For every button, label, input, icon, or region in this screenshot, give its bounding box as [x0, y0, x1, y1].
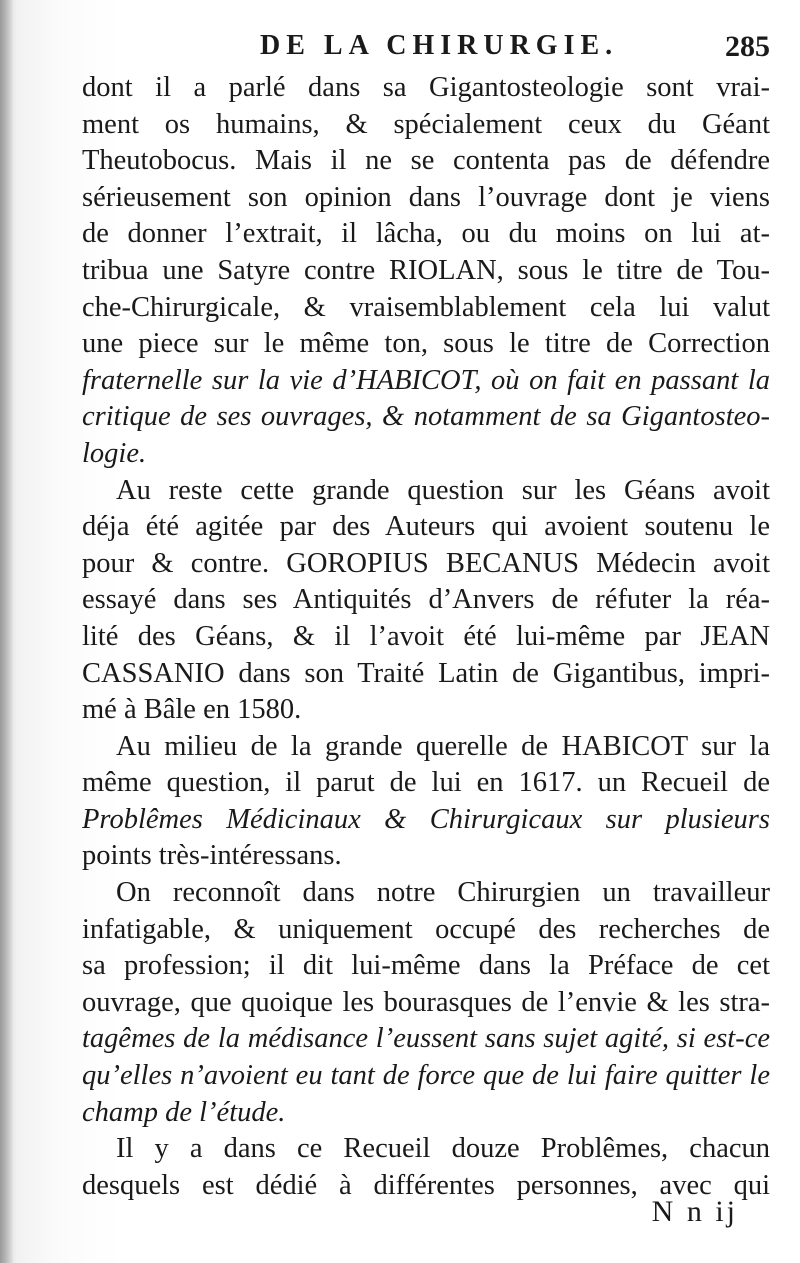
text-line: même question, il parut de lui en 1617. un Recueil de — [82, 767, 770, 799]
signature-mark: N n ij — [651, 1195, 738, 1228]
running-head: DE LA CHIRURGIE. — [260, 30, 619, 61]
text-line: de donner l’extrait, il lâcha, ou du moins on lui at- — [82, 218, 770, 250]
text-line: points très-intéressans. — [82, 840, 342, 872]
text-line: lité des Géans, & il l’avoit été lui-même par JEAN — [82, 620, 770, 652]
page-header — [110, 30, 770, 70]
text-line: tagêmes de la médisance l’eussent sans sujet agité, si est-ce — [82, 1023, 770, 1055]
text-line: che-Chirurgicale, & vraisemblablement cela lui valut — [82, 291, 770, 323]
text-line: tribua une Satyre contre RIOLAN, sous le titre de Tou- — [82, 254, 770, 286]
text-line: pour & contre. GOROPIUS BECANUS Médecin avoit — [82, 547, 770, 579]
text-line: ouvrage, que quoique les bourasques de l’envie & les stra- — [82, 986, 770, 1018]
text-line: Il y a dans ce Recueil douze Problêmes, chacun — [116, 1133, 770, 1165]
text-line: infatigable, & uniquement occupé des recherches de — [82, 913, 770, 945]
page-number: 285 — [725, 30, 770, 63]
text-line: qu’elles n’avoient eu tant de force que de lui faire quitter le — [82, 1060, 770, 1092]
text-line: mé à Bâle en 1580. — [82, 694, 302, 726]
text-line: champ de l’étude. — [82, 1096, 286, 1128]
text-line: critique de ses ouvrages, & notamment de sa Gigantosteo- — [82, 401, 770, 433]
paragraph-4 — [82, 875, 770, 1131]
text-line: Au milieu de la grande querelle de HABICOT sur la — [116, 730, 770, 762]
text-line: logie. — [82, 437, 147, 469]
text-line: CASSANIO dans son Traité Latin de Gigantibus, impri- — [82, 657, 770, 689]
paragraph-5 — [82, 1131, 770, 1204]
paragraph-3 — [82, 729, 770, 875]
spine-shadow — [0, 0, 14, 1263]
text-line: desquels est dédié à différentes personnes, avec qui — [82, 1169, 770, 1201]
text-line: dont il a parlé dans sa Gigantosteologie sont vrai- — [82, 72, 770, 103]
paragraph-1 — [82, 70, 770, 473]
text-line: sa profession; il dit lui-même dans la Préface de cet — [82, 950, 770, 982]
text-line: On reconnoît dans notre Chirurgien un travailleur — [116, 877, 770, 909]
text-line: sérieusement son opinion dans l’ouvrage dont je viens — [82, 181, 770, 213]
text-line: Au reste cette grande question sur les Géans avoit — [116, 474, 770, 506]
body-text — [82, 70, 770, 1204]
text-line: fraternelle sur la vie d’HABICOT, où on fait en passant la — [82, 364, 770, 396]
text-line: ment os humains, & spécialement ceux du Géant — [82, 108, 770, 140]
text-line: une piece sur le même ton, sous le titre de Correction — [82, 328, 770, 360]
text-line: Problêmes Médicinaux & Chirurgicaux sur plusieurs — [82, 803, 770, 835]
text-line: Theutobocus. Mais il ne se contenta pas de défendre — [82, 145, 770, 177]
paragraph-2 — [82, 473, 770, 729]
text-line: déja été agitée par des Auteurs qui avoient soutenu le — [82, 511, 770, 543]
text-line: essayé dans ses Antiquités d’Anvers de réfuter la réa- — [82, 584, 770, 616]
